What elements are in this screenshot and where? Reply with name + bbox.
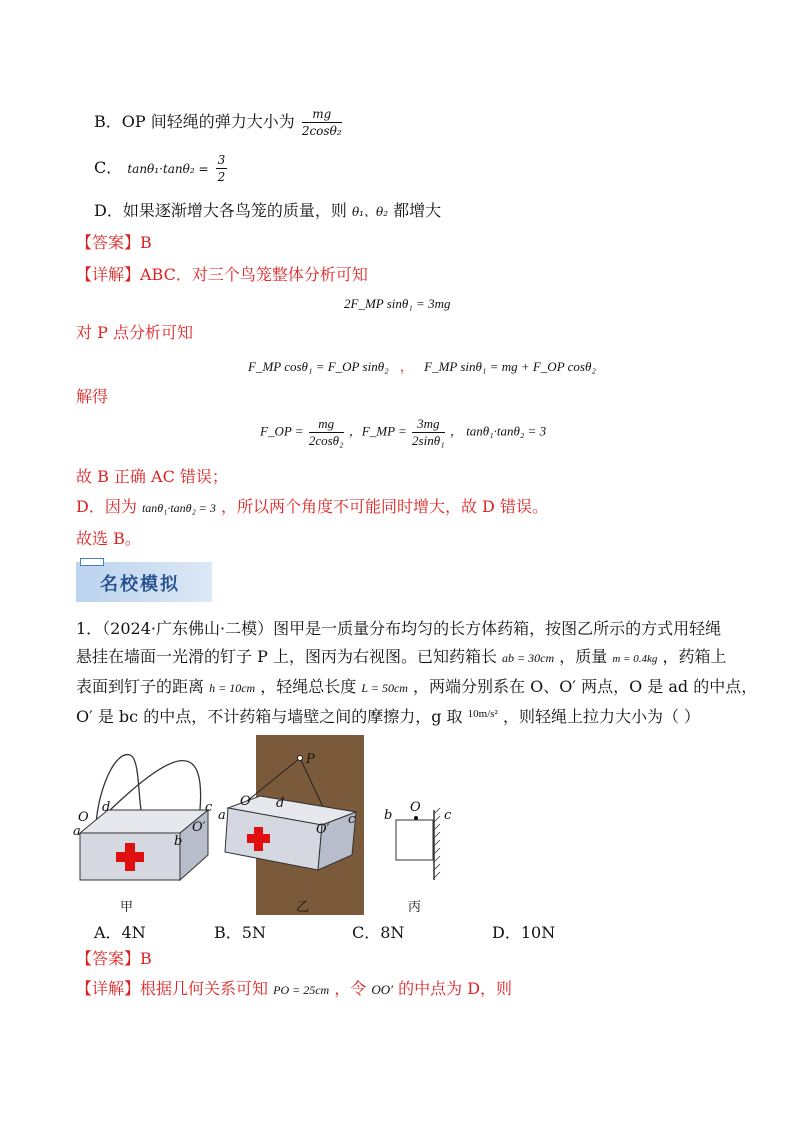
option-c-num: 3 <box>217 153 226 167</box>
option-b-den: 2cosθ₂ <box>301 124 342 138</box>
label-p-yi: P <box>306 752 315 767</box>
equation-3a-num: mg <box>309 416 344 433</box>
label-b-bing: b <box>384 808 393 823</box>
nail-p <box>298 756 303 761</box>
label-o-bing: O <box>410 800 421 815</box>
option-d-symbols: θ₁、θ₂ <box>351 205 389 219</box>
conclusion-2a: D．因为 <box>76 497 137 516</box>
detail-2-formula-2: OO′ <box>371 982 394 997</box>
choice-b: B．5N <box>214 923 266 942</box>
conclusion-2b: ，所以两个角度不可能同时增大，故 D 错误。 <box>220 497 548 516</box>
section-banner-tab <box>80 558 104 566</box>
red-cross-h-yi <box>247 834 270 843</box>
point-o <box>414 816 418 820</box>
figure-label-bing: 丙 <box>408 900 422 915</box>
option-d-text-a: D．如果逐渐增大各鸟笼的质量，则 <box>94 201 347 220</box>
equation-2 <box>248 356 596 375</box>
option-b-text: B．OP 间轻绳的弹力大小为 <box>94 112 295 131</box>
conclusion-2-formula: tanθ₁·tanθ₂ = 3 <box>141 501 216 515</box>
equation-3a-den: 2cosθ₂ <box>308 433 344 448</box>
q1-l3-c: ，两端分别系在 O、O′ 两点，O 是 ad 的中点， <box>413 677 758 696</box>
label-a-jia: a <box>73 824 81 839</box>
figure-label-yi: 乙 <box>296 900 310 915</box>
side-view-box <box>396 820 433 860</box>
conclusion-2 <box>76 496 548 519</box>
label-c-bing: c <box>444 808 452 823</box>
q1-l4-a: O′ 是 bc 的中点，不计药箱与墙壁之间的摩擦力，g 取 <box>76 707 463 726</box>
section-banner <box>76 562 212 602</box>
label-c-jia: c <box>205 800 213 815</box>
detail-2-a: 【详解】根据几何关系可知 <box>76 979 269 998</box>
detail-2 <box>76 978 512 1001</box>
figure-yi <box>225 735 364 915</box>
q1-l3-formula-2: L = 50cm <box>361 681 408 695</box>
option-c-formula: tanθ₁·tanθ₂ = <box>127 162 209 176</box>
option-c-label: C． <box>94 158 123 177</box>
conclusion-1: 故 B 正确 AC 错误； <box>76 467 228 486</box>
question-1-line-4 <box>76 706 700 730</box>
red-cross-h <box>116 852 144 862</box>
q1-l3-a: 表面到钉子的距离 <box>76 677 205 696</box>
choice-d: D．10N <box>492 923 556 942</box>
detail-1-intro: 【详解】ABC．对三个鸟笼整体分析可知 <box>76 265 368 284</box>
equation-3a-fraction <box>309 416 344 449</box>
answer-1: 【答案】B <box>76 233 152 252</box>
question-1-line-3 <box>76 676 757 699</box>
choice-c: C．8N <box>352 923 405 942</box>
option-b <box>94 106 344 139</box>
q1-l2-a: 悬挂在墙面一光滑的钉子 P 上，图丙为右视图。已知药箱长 <box>76 647 497 666</box>
wall-hatching <box>434 808 440 878</box>
equation-3b-fraction <box>412 416 445 449</box>
q1-l4-b: ，则轻绳上拉力大小为（ ） <box>502 707 701 726</box>
equation-1: 2F_MP sinθ₁ = 3mg <box>344 296 451 311</box>
q1-l2-formula-2: m = 0.4kg <box>612 653 658 665</box>
option-b-fraction <box>302 106 342 139</box>
section-title: 名校模拟 <box>100 574 180 595</box>
q1-l2-formula-1: ab = 30cm <box>502 651 555 665</box>
question-1-line-2 <box>76 646 726 670</box>
label-d-yi: d <box>276 796 285 811</box>
label-a-yi: a <box>218 808 226 823</box>
equation-3 <box>260 416 546 449</box>
final-answer-1: 故选 B。 <box>76 529 141 548</box>
label-oprime-yi: O′ <box>316 822 330 837</box>
q1-l2-b: ，质量 <box>559 647 608 666</box>
q1-l3-formula-1: h = 10cm <box>209 681 256 695</box>
figures <box>60 730 480 920</box>
figure-jia <box>80 755 208 880</box>
option-d <box>94 200 441 223</box>
solve-text: 解得 <box>76 387 109 406</box>
equation-3b-num: 3mg <box>412 416 445 433</box>
q1-l2-c: ，药箱上 <box>662 647 727 666</box>
equation-3a-lhs: F_OP = <box>260 423 304 439</box>
answer-2: 【答案】B <box>76 949 152 968</box>
option-c <box>94 152 229 185</box>
figure-bing <box>396 808 440 880</box>
detail-2-c: 的中点为 D，则 <box>398 979 513 998</box>
q1-l4-formula: 10m/s² <box>467 708 498 720</box>
option-c-den: 2 <box>217 170 226 184</box>
equation-2-sep: ， <box>399 359 413 374</box>
figure-label-jia: 甲 <box>120 900 134 915</box>
detail-2-formula: PO = 25cm <box>273 983 330 997</box>
q1-l3-b: ，轻绳总长度 <box>260 677 357 696</box>
equation-2a: F_MP cosθ₁ = F_OP sinθ₂ <box>248 359 389 374</box>
label-oprime-jia: O′ <box>192 820 206 835</box>
label-c-yi: c <box>348 812 356 827</box>
option-c-fraction <box>216 152 228 185</box>
label-o-yi: O <box>240 794 251 809</box>
option-b-num: mg <box>302 106 342 123</box>
equation-3b-lhs: ，F_MP = <box>348 423 407 439</box>
label-o-jia: O <box>78 810 89 825</box>
p-analysis-text: 对 P 点分析可知 <box>76 323 193 342</box>
detail-2-b: ，令 <box>334 979 367 998</box>
question-1-line-1: 1．（2024·广东佛山·二模）图甲是一质量分布均匀的长方体药箱，按图乙所示的方式用轻绳 <box>76 619 722 638</box>
equation-2b: F_MP sinθ₁ = mg + F_OP cosθ₂ <box>424 359 596 374</box>
label-b-jia: b <box>174 834 183 849</box>
equation-3b-den: 2sinθ₁ <box>412 433 445 448</box>
option-d-text-b: 都增大 <box>393 201 442 220</box>
equation-3c: ， tanθ₁·tanθ₂ = 3 <box>449 423 547 439</box>
label-d-jia: d <box>102 800 111 815</box>
choice-a: A．4N <box>94 923 146 942</box>
